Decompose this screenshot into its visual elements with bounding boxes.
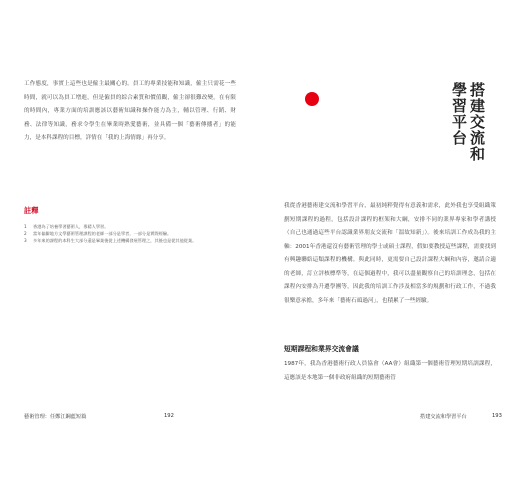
notes-heading: 註釋 [24, 206, 39, 215]
running-footer-title: 搭建交流和學習平台 [420, 414, 467, 420]
note-item: 1 香港為了培養學習藝術人，專精人學習。 [24, 224, 109, 229]
red-dot-decoration [305, 92, 319, 106]
right-body-paragraph: 我從香港藝術建交流和學習平台，最初純粹覺得有意義和需求，此外我也享受組織策劃短期課程的過程，包括設計課程的框架和大綱，安排不同的業界專家和學者講授（自己也通過這些平台認識業界朋友交流和「溫故知新」）。後來培訓工作成為我的主軸：2001年香港還沒有藝術管理的學士或碩士課程，假如要教授這些課程，需要找到有興趣聯絡這類課程的機構。與此同時，更需要自己設計課程大綱和內容，邀請合適的老師，訂立評核標準等，在這個過程中，我可以盡量觀察自己的培訓理念，包括在課程內安排為升遷學團等，因此我的培訓工作涉及相當多的規劃和行政工作，不過我很樂意承擔，多年來「藝術石頭過河」，也積累了一些經驗。 [284, 203, 496, 304]
note-item: 3 多年來的課程的本科生大部分還是畢業後從上述機構發展管理之，其後也是從其他從業。 [24, 237, 197, 243]
right-page [260, 0, 520, 500]
page-number: 192 [164, 413, 174, 419]
section-paragraph: 1987年，我為香港藝術行政人員協會（AA會）組織第一個藝術管理短期培訓課程，這應該是本地第一個非政府組織的短期藝術管 [284, 361, 496, 381]
left-body-paragraph: 工作態度，事實上這些也是僱主最關心的。員工的專業技能和知識，僱主只需花一些時間，就可以為員工增進，但是僱員的綜合素質和價值觀，僱主卻很難改變。在有限的時間內，專業方面的培訓應該以藝術知識和操作能力為主，輔以管理、行銷、財務、法律等知識，務求令學生在畢業時熟愛藝術，並具備一個「藝術傳播者」的能力，是本科課程的目標，詳情在「我的上海情緣」再分享。 [24, 81, 236, 141]
note-item: 2 當年偏僻地方文學藝術管理課程的老師一部分是學者，一部分是實際經驗。 [24, 230, 172, 236]
page-number: 193 [492, 413, 502, 419]
running-footer-title: 藝術管理：任鄭江鋼藍短篇 [24, 414, 87, 420]
section-heading: 短期課程和業界交流會議 [284, 345, 359, 353]
chapter-title-col2: 學習平台 [450, 82, 468, 146]
chapter-title-col1: 搭建交流和 [468, 82, 486, 162]
notes-list [24, 224, 224, 244]
